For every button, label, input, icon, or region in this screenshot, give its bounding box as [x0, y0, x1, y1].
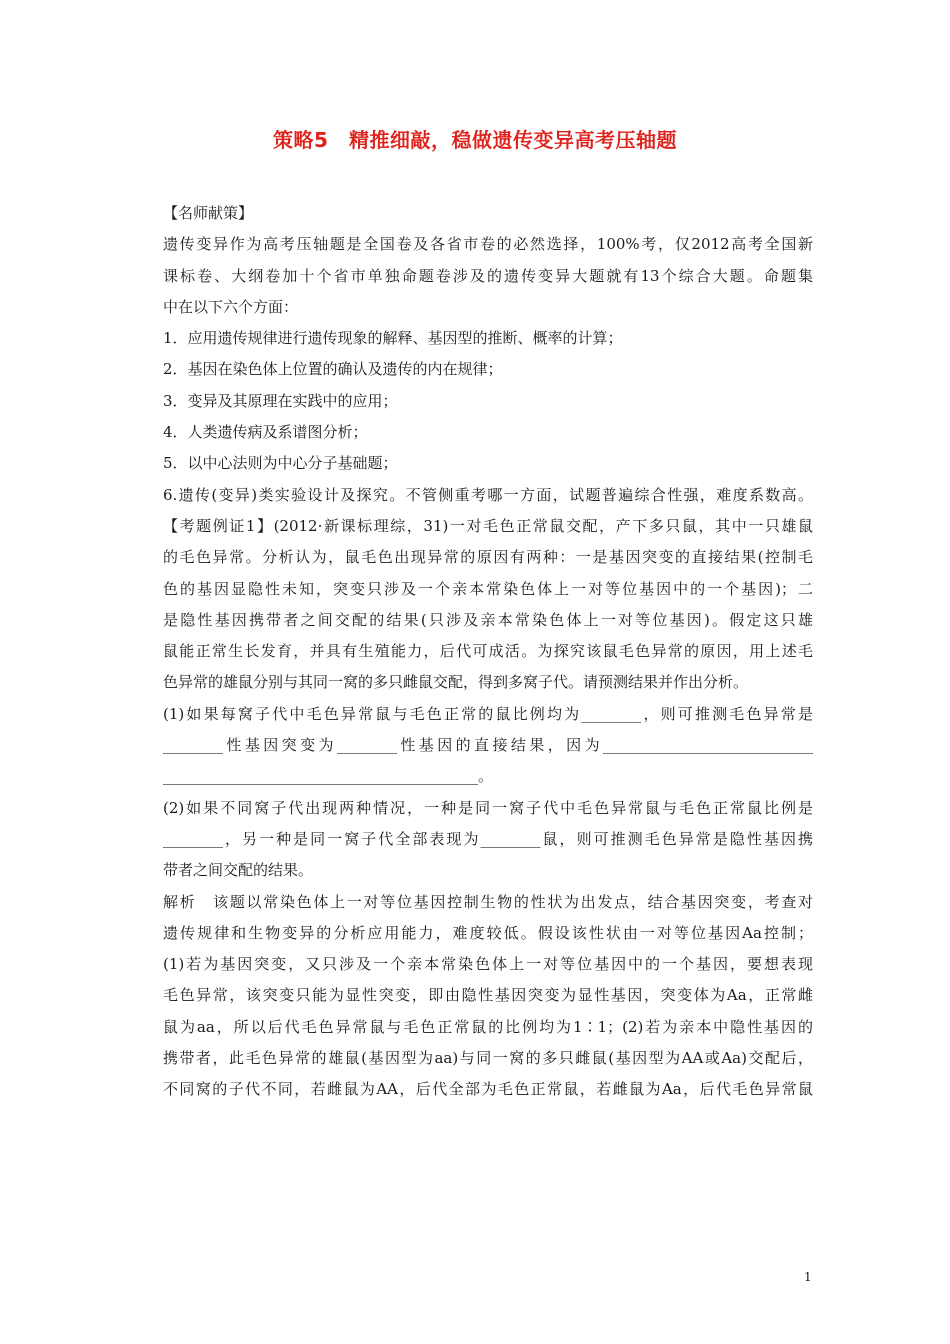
page-number: 1 [804, 1270, 812, 1284]
question-line: (2)如果不同窝子代出现两种情况，一种是同一窝子代中毛色异常鼠与毛色正常鼠比例是 [163, 798, 813, 817]
list-item: 5．以中心法则为中心分子基础题； [163, 454, 398, 473]
analysis-line: 携带者，此毛色异常的雄鼠(基因型为aa)与同一窝的多只雌鼠(基因型为AA或Aa)交配后， [163, 1049, 813, 1068]
text-line: 是隐性基因携带者之间交配的结果(只涉及亲本常染色体上一对等位基因)。假定这只雄 [163, 610, 813, 629]
analysis-line: 毛色异常，该突变只能为显性突变，即由隐性基因突变为显性基因，突变体为Aa，正常雌 [163, 986, 813, 1005]
analysis-line: (1)若为基因突变，又只涉及一个亲本常染色体上一对等位基因中的一个基因，要想表现 [163, 955, 813, 974]
body-text [163, 198, 813, 1106]
question-line: 带者之间交配的结果。 [163, 861, 314, 880]
list-item: 3．变异及其原理在实践中的应用； [163, 391, 398, 410]
analysis-line: 解析 该题以常染色体上一对等位基因控制生物的性状为出发点，结合基因突变，考查对 [163, 892, 813, 911]
list-item: 6.遗传(变异)类实验设计及探究。不管侧重考哪一方面，试题普遍综合性强，难度系数高。 [163, 485, 813, 504]
text-line: 色异常的雄鼠分别与其同一窝的多只雌鼠交配，得到多窝子代。请预测结果并作出分析。 [163, 673, 749, 692]
analysis-line: 鼠为aa，所以后代毛色异常鼠与毛色正常鼠的比例均为1∶1；(2)若为亲本中隐性基因的 [163, 1017, 813, 1036]
example-heading: 【考题例证1】(2012·新课标理综，31)一对毛色正常鼠交配，产下多只鼠，其中一只雄鼠 [163, 516, 813, 535]
list-item: 2．基因在染色体上位置的确认及遗传的内在规律； [163, 360, 503, 379]
analysis-line: 遗传规律和生物变异的分析应用能力，难度较低。假设该性状由一对等位基因Aa控制； [163, 923, 813, 942]
question-line: ________性基因突变为________性基因的直接结果，因为____________________________ [163, 736, 813, 755]
question-line: ________，另一种是同一窝子代全部表现为________鼠，则可推测毛色异常是隐性基因携 [163, 829, 813, 848]
text-line: 课标卷、大纲卷加十个省市单独命题卷涉及的遗传变异大题就有13个综合大题。命题集 [163, 266, 813, 285]
analysis-line: 不同窝的子代不同，若雌鼠为AA，后代全部为毛色正常鼠，若雌鼠为Aa，后代毛色异常鼠 [163, 1080, 813, 1099]
list-item: 4．人类遗传病及系谱图分析； [163, 423, 368, 442]
text-line: 鼠能正常生长发育，并具有生殖能力，后代可成活。为探究该鼠毛色异常的原因，用上述毛 [163, 642, 813, 661]
text-line: 色的基因显隐性未知，突变只涉及一个亲本常染色体上一对等位基因中的一个基因)；二 [163, 579, 813, 598]
text-line: 中在以下六个方面： [163, 297, 299, 316]
page-title: 策略5 精推细敲，稳做遗传变异高考压轴题 [273, 128, 677, 152]
section-heading: 【名师献策】 [163, 204, 254, 222]
question-line: __________________________________________。 [163, 767, 494, 786]
question-line: (1)如果每窝子代中毛色异常鼠与毛色正常的鼠比例均为________，则可推测毛色异常是 [163, 704, 813, 723]
list-item: 1．应用遗传规律进行遗传现象的解释、基因型的推断、概率的计算； [163, 329, 623, 348]
text-line: 的毛色异常。分析认为，鼠毛色出现异常的原因有两种：一是基因突变的直接结果(控制毛 [163, 548, 813, 567]
text-line: 遗传变异作为高考压轴题是全国卷及各省市卷的必然选择，100%考，仅2012高考全国新 [163, 235, 813, 254]
